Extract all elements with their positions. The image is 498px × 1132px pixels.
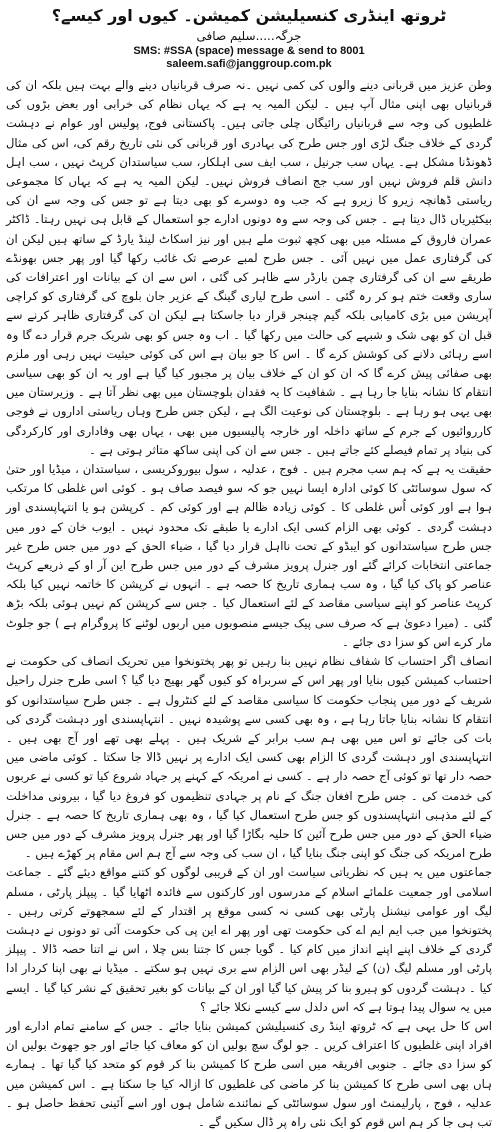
paragraph: جماعتوں میں یہ ہیں کہ نظریاتی سیاست اور ان کے قریبی لوگوں کو کتنے مواقع دیئے گئے ۔ جماعت اسلامی اور جمعیت علمائے اسلام کے مدرسوں اور کارکنوں سے فائدہ اٹھایا گیا ۔ پیپلز پارٹی ، مسلم لیگ اور عوامی نیشنل پارٹی بھی کسی نہ کسی موقع پر اقتدار کے لئے سمجھوتے کرتی رہیں ۔ پختونخوا میں جب ایم ایم اے کی حکومت تھی اور پھر اے این پی کی حکومت آئی تو دونوں نے دہشت گردی کے خلاف اپنے اپنے انداز میں کام کیا ۔ گویا جس کا جتنا بس چلا ، اس نے اتنا حصہ ڈالا ۔ پیپلز پارٹی اور مسلم لیگ (ن) کے لیڈر بھی اس الزام سے بری نہیں ہو سکتے ۔ میڈیا نے بھی اپنا کردار ادا کیا ۔ دہشت گردوں کو ہیرو بنا کر پیش کیا گیا اور ان کے بیانات کو بغیر تحقیق کے نشر کیا گیا ۔ ایسے میں یہ سوال پیدا ہوتا ہے کہ اس دلدل سے کیسے نکلا جائے ؟ [6, 865, 492, 1014]
article-body [6, 76, 492, 1132]
author-email: saleem.safi@janggroup.com.pk [166, 58, 332, 70]
paragraph: اس کا حل یہی ہے کہ ٹروتھ اینڈ ری کنسیلیشن کمیشن بنایا جائے ۔ جس کے سامنے تمام ادارے اور افراد اپنی غلطیوں کا اعتراف کریں ۔ جو لوگ سچ بولیں ان کو معاف کیا جائے اور جو جھوٹ بولیں ان کو سزا دی جائے ۔ جنوبی افریقہ میں اسی طرح کا کمیشن بنا کر قوم کو متحد کیا گیا تھا ۔ ہمارے ہاں بھی اسی طرح کا کمیشن بنا کر ماضی کی غلطیوں کا ازالہ کیا جا سکتا ہے ۔ اس کمیشن میں عدلیہ ، فوج ، پارلیمنٹ اور سول سوسائٹی کے نمائندے شامل ہوں اور اسے آئینی تحفظ حاصل ہو ۔ تب ہی جا کر ہم اس قوم کو ایک نئی راہ پر ڈال سکیں گے ۔ [6, 1018, 492, 1129]
paragraph: حقیقت یہ ہے کہ ہم سب مجرم ہیں ۔ فوج ، عدلیہ ، سول بیوروکریسی ، سیاستدان ، میڈیا اور حتیٰ کہ سول سوسائٹی کا کوئی ادارہ ایسا نہیں جو کہ سو فیصد صاف ہو ۔ کوئی اس غلطی کا مرتکب ہوا ہے اور کوئی اُس غلطی کا ۔ کوئی زیادہ ظالم ہے اور کوئی کم ۔ کرپشن ہو یا انتہاپسندی اور دہشت گردی ۔ کوئی بھی الزام کسی ایک ادارے یا طبقے تک محدود نہیں ۔ ایوب خان کے دور میں جس طرح سیاستدانوں کو ایبڈو کے تحت نااہل قرار دیا گیا ، ضیاء الحق کے دور میں جس طرح غیر جماعتی انتخابات کرائے گئے اور جنرل پرویز مشرف کے دور میں جس طرح این آر او کے ذریعے کرپٹ عناصر کو پاک کیا گیا ، وہ سب ہماری تاریخ کا حصہ ہے ۔ انہوں نے کرپشن کا خاتمہ نہیں کیا بلکہ کرپٹ عناصر کو اپنے سیاسی مقاصد کے لئے استعمال کیا ۔ جس سے کرپشن کم نہیں ہوئی بلکہ بڑھ گئی ۔ (میرا دعویٰ ہے کہ صرف سی پیک جیسے منصوبوں میں اربوں لوٹنے کا پروگرام ہے ) جو جلوٹ مار کرے اس کو سزا دی جائے ۔ [6, 462, 492, 649]
paragraph: انصاف اگر احتساب کا شفاف نظام نہیں بنا رہیں تو پھر پختونخوا میں تحریک انصاف کی حکومت نے احتساب کمیشن کیوں بنایا اور پھر اس کے سربراہ کو کیوں گھر بھیج دیا گیا ؟ اسی طرح جنرل راحیل شریف کے دور میں پنجاب حکومت کا سیاسی مقاصد کے لئے کنٹرول ہے ۔ جس طرح سیاستدانوں کو انتقام کا نشانہ بنایا جاتا رہا ہے ، وہ بھی کسی سے پوشیدہ نہیں ۔ انتہاپسندی اور دہشت گردی کی بات کی جائے تو اس میں بھی ہم سب برابر کے شریک ہیں ۔ پہلے بھی تھے اور آج بھی ہیں ۔ انتہاپسندی اور دہشت گردی کا الزام بھی کسی ایک ادارے پر نہیں ڈالا جا سکتا ۔ کوئی ماضی میں حصہ دار تھا تو کوئی آج حصہ دار ہے ۔ کسی نے امریکہ کے کہنے پر جہاد شروع کیا تو کسی نے عربوں کی خدمت کی ۔ جس طرح افغان جنگ کے نام پر جہادی تنظیموں کو فروغ دیا گیا ، بیرونی مداخلت کے لئے مذہبی انتہاپسندوں کو جس طرح استعمال کیا گیا ، وہ بھی ہماری تاریخ کا حصہ ہے ۔ جنرل ضیاء الحق کے دور میں جس طرح آئین کا حلیہ بگاڑا گیا اور پھر جنرل پرویز مشرف کے دور میں جس طرح امریکہ کی جنگ کو اپنی جنگ بنایا گیا ، ان سب کی وجہ سے آج ہم اس مقام پر کھڑے ہیں ۔ [6, 654, 492, 861]
column-byline: جرگہ.....سلیم صافی [196, 29, 302, 43]
column-title: ٹروتھ اینڈری کنسیلیشن کمیشن۔ کیوں اور کیسے؟ [51, 6, 447, 25]
paragraph: وطن عزیز میں قربانی دینے والوں کی کمی نہیں ۔نہ صرف قربانیاں دینے والے بہت ہیں بلکہ ان کی قربانیاں بھی اپنی مثال آپ ہیں ۔ لیکن المیہ یہ ہے کہ یہاں نظام کی خرابی اور بعض بڑوں کی غلطیوں کی وجہ سے قربانیاں رائیگاں چلی جاتی ہیں۔ پاکستانی فوج، پولیس اور عوام نے دہشت گردی کے خلاف جنگ لڑی اور جس طرح کی بہادری اور قربانی کی نئی تاریخ رقم کی، اس کی مثال ڈھونڈنا مشکل ہے۔ یہاں سب جرنیل ، سب ایف سی اہلکار، سب سیاستدان کرپٹ نہیں ، سب اہل دانش قلم فروش نہیں اور سب جج انصاف فروش نہیں۔ لیکن المیہ یہ ہے کہ یہاں کا مجموعی ریاستی ڈھانچہ زیرو کا زیرو ہے کہ جب وہ دوسرے کو بھی دیتا ہے تو جس کی وجہ سے ان کی بیکٹیریاں ڈال دیتا ہے ۔ جس کی وجہ سے وہ دونوں ادارے جو استعمال کے قابل ہی نہیں رہتا۔ ڈاکٹر عمران فاروق کے مسئلہ میں بھی کچھ ثبوت ملے ہیں اور نیز اسکاٹ لینڈ یارڈ کے ساتھ ہیں لیکن ان کی گرفتاری عمل میں نہیں آئی ۔ جس طرح لمبے عرصے تک غائب رکھا گیا اور پھر جس بھونڈے طریقے سے ان کی گرفتاری چمن بارڈر سے ظاہر کی گئی ، اس سے ان کے بیانات اور اعترافات کی ساری وقعت ختم ہو کر رہ گئی ۔ اسی طرح لیاری گینگ کے عزیر جان بلوچ کی گرفتاری کو کراچی آپریشن میں بڑی کامیابی بلکہ گیم چینجر قرار دیا جاسکتا ہے لیکن ان کی گرفتاری ظاہر کرنے سے قبل ان کو بھی شک و شبہے کی حالت میں رکھا گیا ۔ اب وہ جس کو بھی شریک جرم قرار دے گا وہ اسے رہائی دلانے کی کوشش کرے گا ۔ اس کا جو بیان ہے اس کی کوئی حیثیت نہیں رہی اور ملزم بھی صفائی پیش کرے گا کہ ان کو ان کے خلاف بیان پر مجبور کیا گیا ہے اور یہ ان کو بھی سیاسی انتقام کا نشانہ بنایا جا رہا ہے ۔ شفافیت کا یہ فقدان بلوچستان میں بھی نظر آتا ہے ۔ وزیرستان میں بھی یہی ہو رہا ہے ۔ بلوچستان کی نوعیت الگ ہے ، لیکن جس طرح وہاں ریاستی اداروں نے فوجی کارروائیوں کے جرم کے ساتھ داخلہ اور خارجہ پالیسیوں میں بھی ، یہاں بھی وفاداری اور کارکردگی کی بنیاد پر تمام فیصلے کئے جاتے ہیں ۔ جس سے ان کی اپنی ساکھ متاثر ہوتی ہے ۔ [6, 78, 492, 457]
sms-instructions: SMS: #SSA (space) message & send to 8001 [133, 45, 365, 57]
column-header [6, 6, 492, 70]
